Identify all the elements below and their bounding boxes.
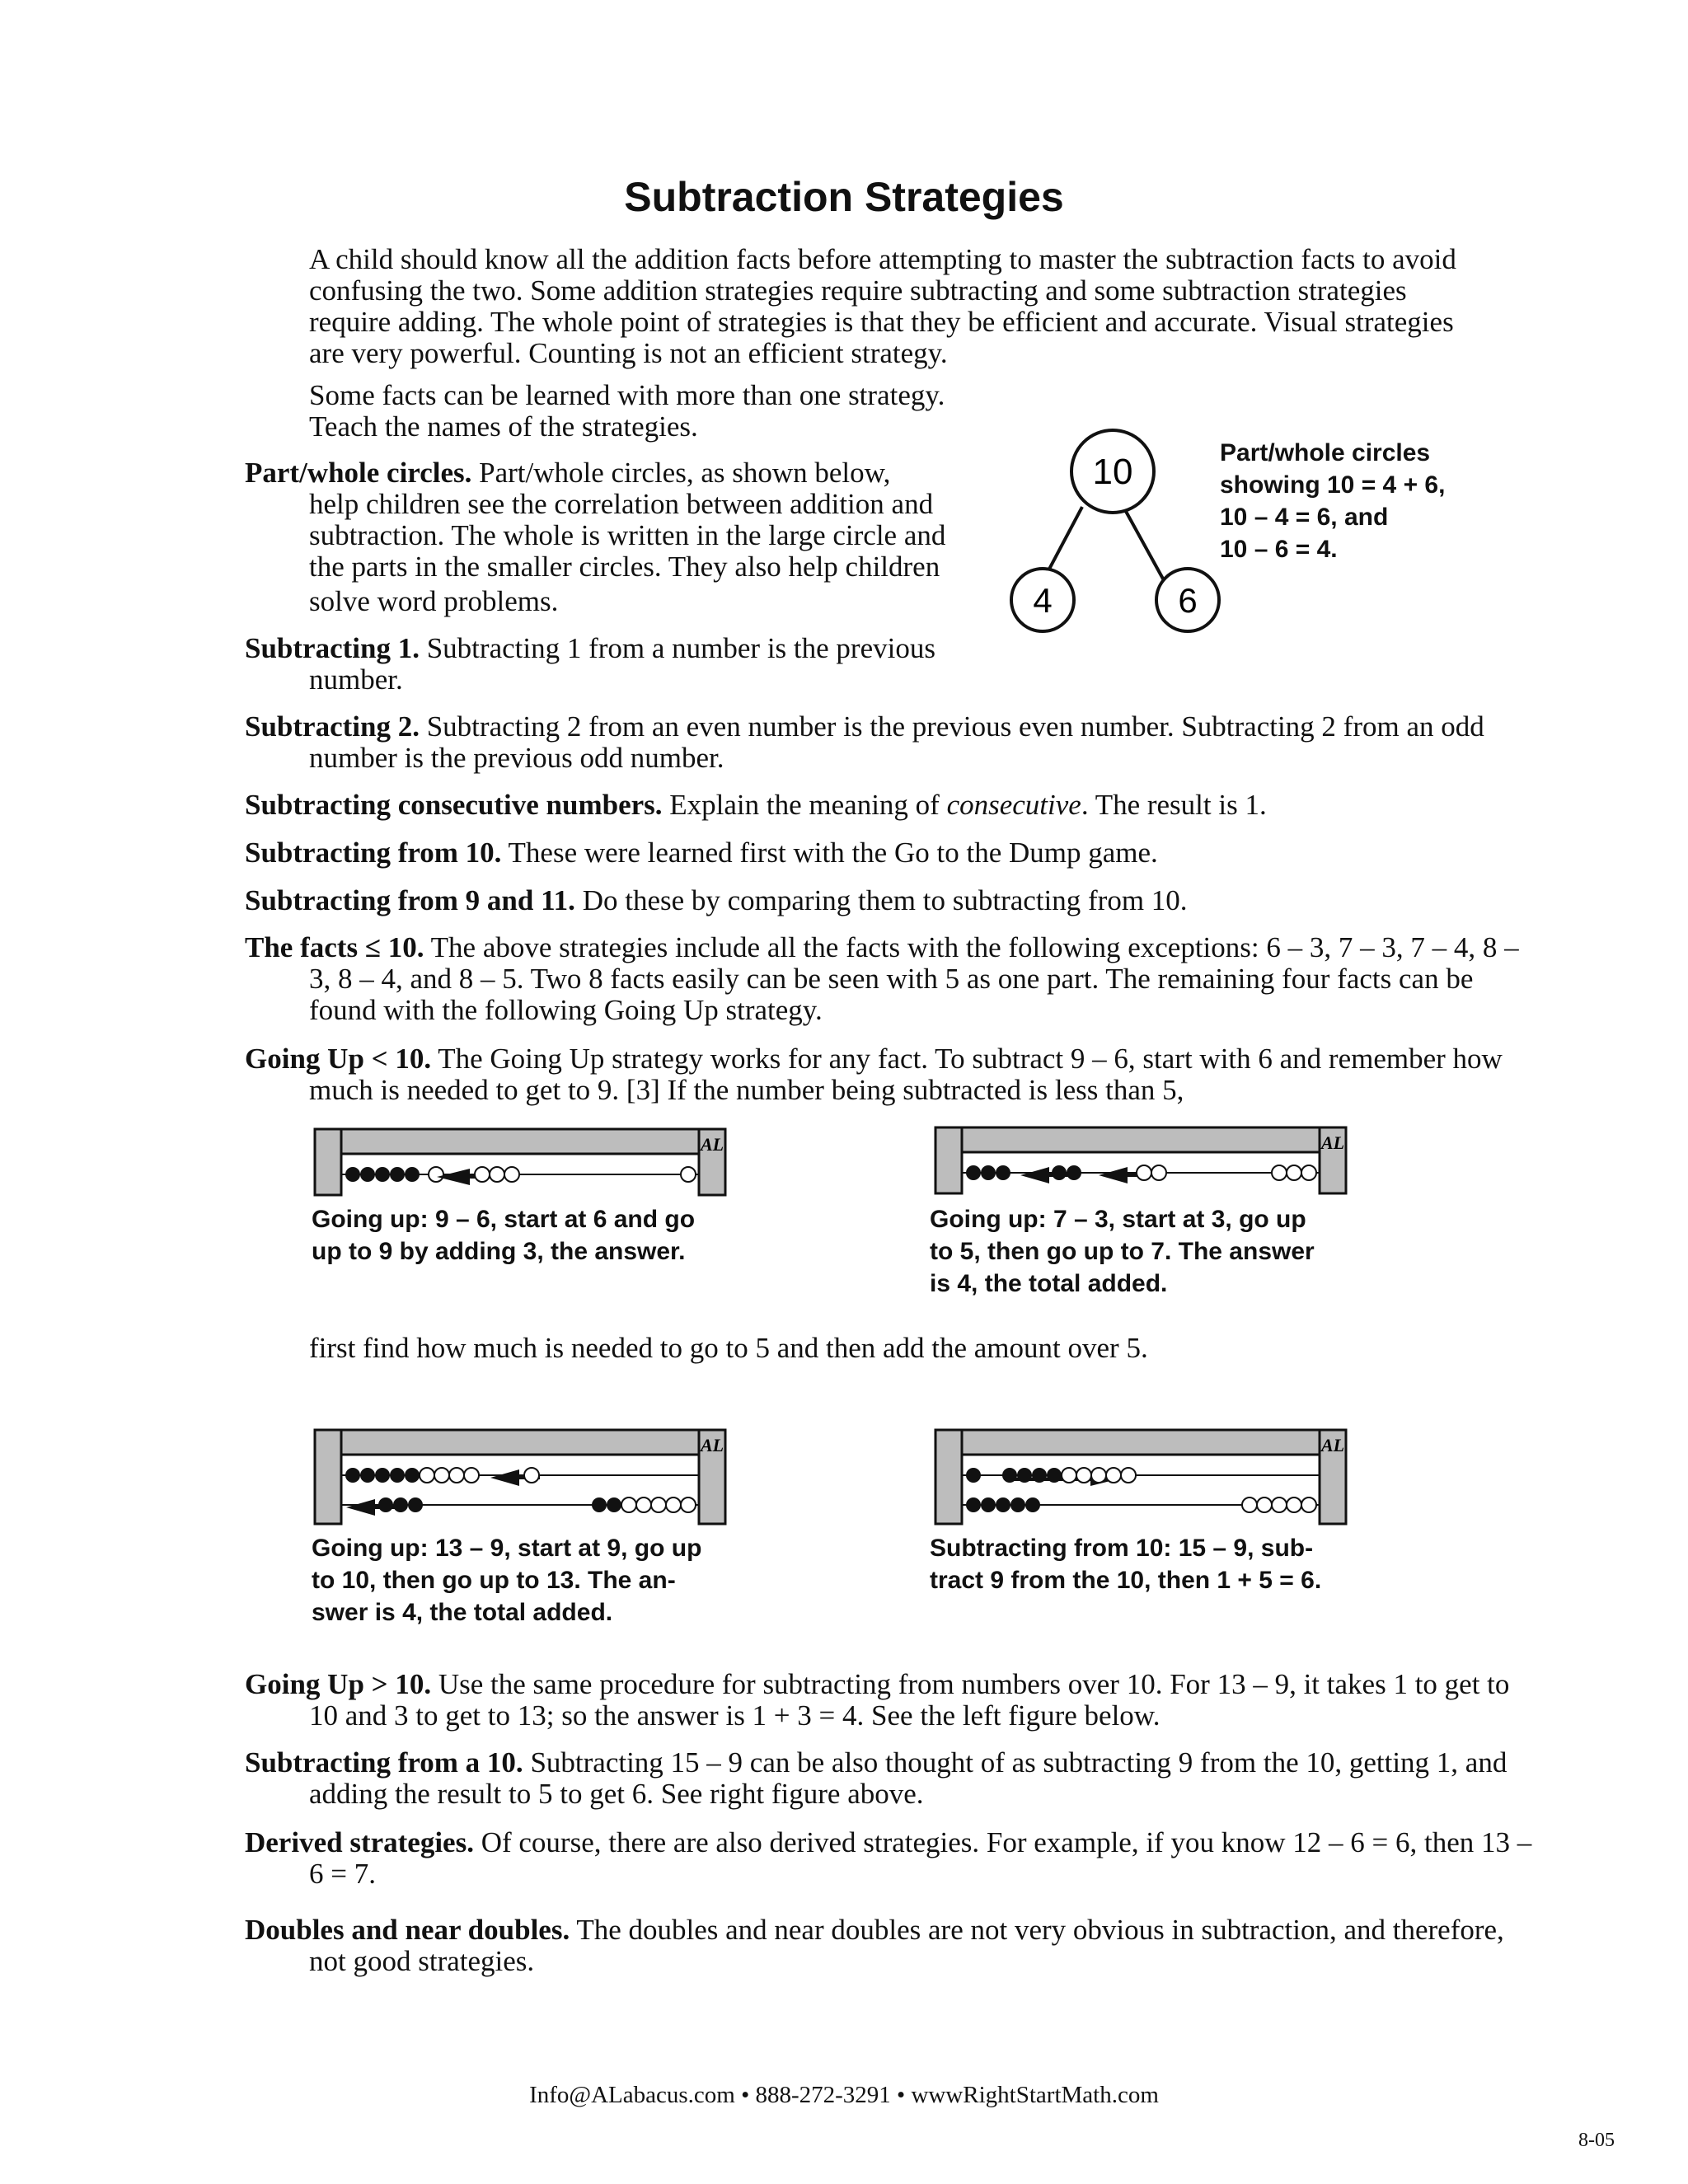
abacus-figure-1 [313,1127,734,1197]
abacus-figure-2 [934,1126,1354,1196]
part-right-value: 6 [1178,581,1198,620]
continuation-text: first find how much is needed to go to 5 and then add the amount over 5. [309,1332,1148,1364]
abacus-figure-3 [313,1428,734,1526]
section-from-9-11: Subtracting from 9 and 11. Do these by comparing them to subtracting from 10. [245,884,1188,916]
section-from-a-10: Subtracting from a 10. Subtracting 15 – 9 can be also thought of as subtracting 9 from the 10, getting 1, and adding the result to 5 to get 6. See right figure above. [245,1746,1507,1810]
section-going-up-lt-10: Going Up < 10. The Going Up strategy works for any fact. To subtract 9 – 6, start with 6 and remember how much is needed to get to 9. [3] If the number being subtracted is less than 5, [245,1043,1503,1106]
intro-paragraph: A child should know all the addition facts before attempting to master the subtraction facts to avoid confusing the two. Some addition strategies require subtracting and some subtraction strategies require adding. The whole point of strategies is that they be efficient and accurate. Visual strategies are very powerful. Counting is not an efficient strategy. [309,243,1456,369]
section-going-up-gt-10: Going Up > 10. Use the same procedure for subtracting from numbers over 10. For 13 – 9, it takes 1 to get to 10 and 3 to get to 13; so the answer is 1 + 3 = 4. See the left figure below. [245,1668,1510,1732]
part-left-value: 4 [1033,581,1053,620]
section-facts-le-10: The facts ≤ 10. The above strategies include all the facts with the following exceptions: 6 – 3, 7 – 3, 7 – 4, 8 – 3, 8 – 4, and 8 – 5. Two 8 facts easily can be seen with 5 as one part. The remaining four facts can be found with the following Going Up strategy. [245,931,1519,1026]
al-logo: AL [700,1435,724,1455]
section-subtracting-2: Subtracting 2. Subtracting 2 from an even number is the previous even number. Subtracting 2 from an odd number is the previous odd number. [245,710,1484,774]
part-whole-text-1: Part/whole circles, as shown below, [471,457,891,489]
figure-3-caption: Going up: 13 – 9, start at 9, go up to 10, then go up to 13. The an- swer is 4, the total added. [312,1535,702,1626]
part-whole-caption: Part/whole circles showing 10 = 4 + 6, 10 – 4 = 6, and 10 – 6 = 4. [1220,439,1446,563]
part-whole-line-1 [245,457,890,489]
al-logo: AL [1320,1132,1345,1153]
part-whole-line-2: help children see the correlation between addition and [309,488,934,520]
al-logo: AL [1320,1435,1345,1455]
subtracting-1-line-2: number. [309,663,403,696]
section-from-10: Subtracting from 10. These were learned first with the Go to the Dump game. [245,837,1158,869]
section-doubles: Doubles and near doubles. The doubles and near doubles are not very obvious in subtraction, and therefore, not good strategies. [245,1914,1504,1977]
page-title: Subtraction Strategies [624,174,1064,220]
page-number: 8-05 [1578,2130,1615,2151]
part-whole-line-4: the parts in the smaller circles. They also help children [309,551,940,583]
part-whole-line-3: subtraction. The whole is written in the large circle and [309,519,946,551]
some-facts-line-2: Teach the names of the strategies. [309,410,698,443]
figure-4-caption: Subtracting from 10: 15 – 9, sub- tract 9 from the 10, then 1 + 5 = 6. [930,1535,1322,1594]
whole-value: 10 [1092,452,1133,492]
part-whole-diagram [1006,424,1236,639]
part-whole-heading: Part/whole circles. [245,457,472,489]
section-derived: Derived strategies. Of course, there are also derived strategies. For example, if you know 12 – 6 = 6, then 13 – 6 = 7. [245,1826,1532,1890]
abacus-figure-4 [934,1428,1354,1526]
subtracting-1-heading: Subtracting 1. [245,632,420,664]
page-footer: Info@ALabacus.com • 888-272-3291 • wwwRightStartMath.com [529,2082,1159,2108]
figure-2-caption: Going up: 7 – 3, start at 3, go up to 5, then go up to 7. The answer is 4, the total added. [930,1206,1315,1297]
part-whole-line-5: solve word problems. [309,585,559,617]
figure-1-caption: Going up: 9 – 6, start at 6 and go up to 9 by adding 3, the answer. [312,1206,696,1265]
some-facts-line-1: Some facts can be learned with more than one strategy. [309,379,945,411]
section-consecutive: Subtracting consecutive numbers. Explain the meaning of consecutive. The result is 1. [245,789,1267,821]
subtracting-1-line-1: Subtracting 1. Subtracting 1 from a number is the previous [245,632,935,664]
al-logo: AL [700,1134,724,1155]
